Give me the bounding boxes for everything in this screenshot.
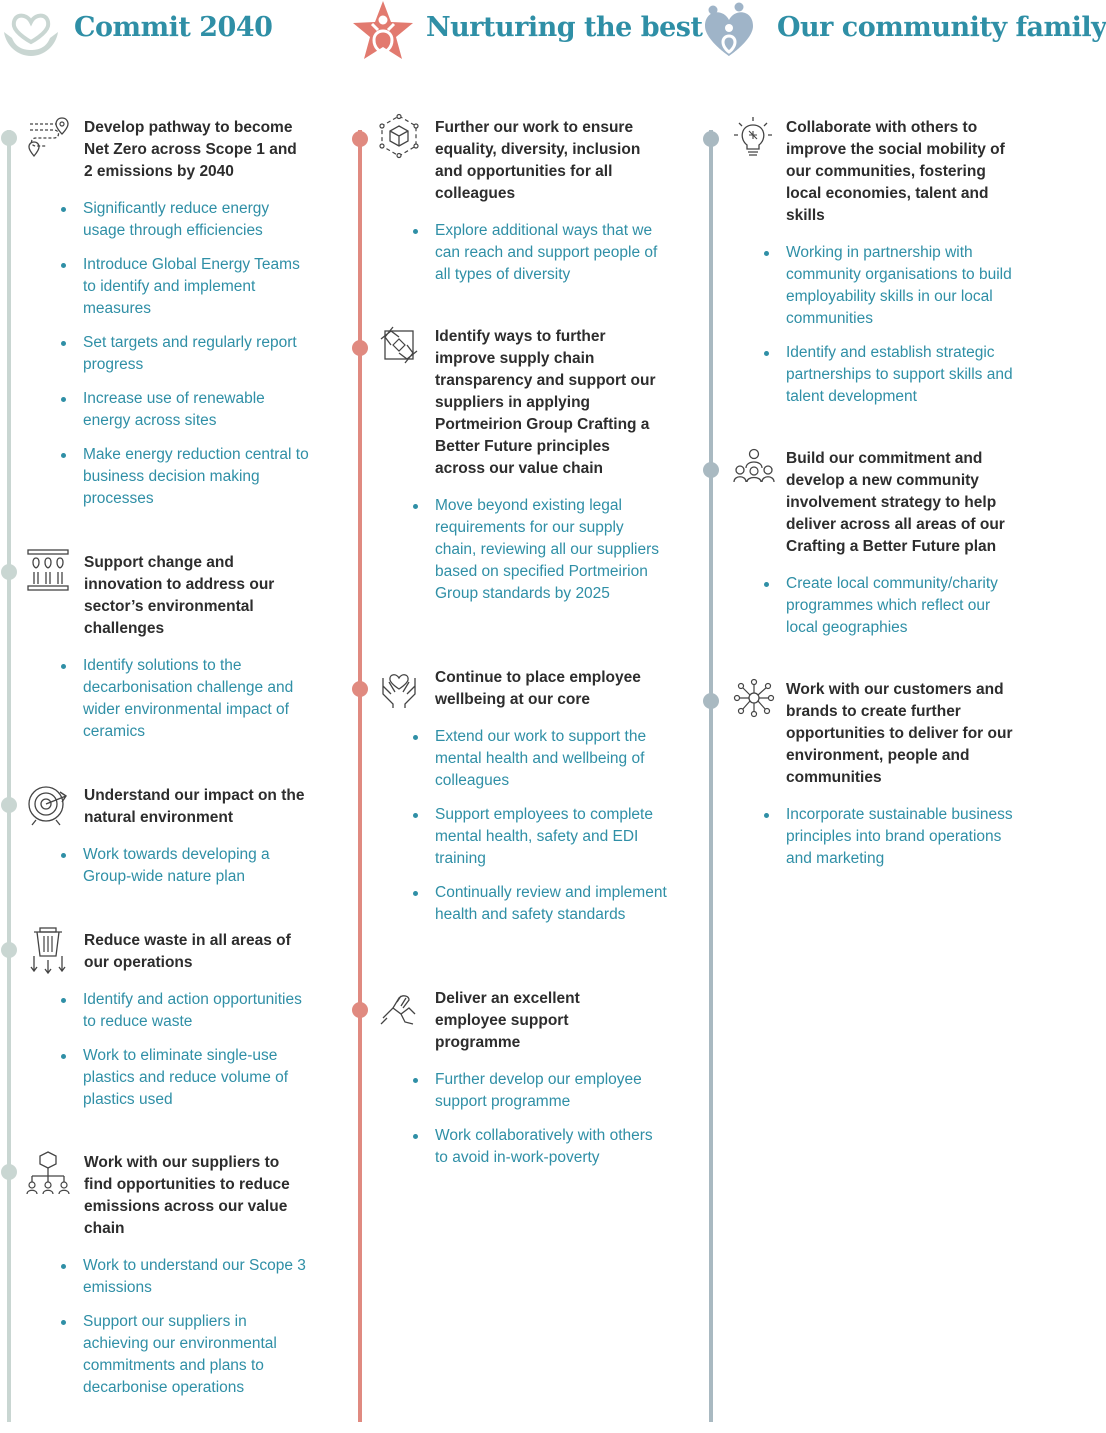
handshake-support-icon xyxy=(379,988,419,1028)
bullet-list xyxy=(786,242,1026,420)
bullet-list xyxy=(435,726,670,938)
family-heart-logo-icon xyxy=(703,0,759,62)
timeline-dot xyxy=(1,1164,17,1180)
commitment-heading: Deliver an excellent employee support programme xyxy=(435,990,580,1051)
caring-hands-heart-icon xyxy=(379,668,419,710)
bullet-list xyxy=(786,804,1026,882)
star-person-logo-icon xyxy=(352,0,414,64)
commitment-heading: Build our commitment and develop a new community involvement strategy to help deliver across all areas of our Crafting a Better Future plan xyxy=(786,450,1005,555)
timeline-dot xyxy=(703,462,719,478)
column-header xyxy=(0,0,360,64)
commitment-heading: Understand our impact on the natural environment xyxy=(84,787,305,826)
commitment-heading: Work with our suppliers to find opportunities to reduce emissions across our value chain xyxy=(84,1154,290,1237)
column-title: Our community family xyxy=(777,12,1106,43)
timeline-dot xyxy=(352,131,368,147)
target-arrow-icon xyxy=(26,782,70,826)
commitment-heading: Support change and innovation to address our sector’s environmental challenges xyxy=(84,554,275,637)
bullet-item: Significantly reduce energy usage through efficiencies xyxy=(83,198,315,242)
timeline-line xyxy=(709,130,713,1422)
column-title: Nurturing the best xyxy=(426,12,703,43)
community-group-icon xyxy=(733,446,775,486)
timeline-dot xyxy=(1,130,17,146)
bullet-item: Work to eliminate single-use plastics and reduce volume of plastics used xyxy=(83,1045,315,1111)
bullet-item: Explore additional ways that we can reach and support people of all types of diversity xyxy=(435,220,670,286)
hands-heart-logo-icon xyxy=(0,0,62,62)
timeline-dot xyxy=(1,797,17,813)
bullet-list xyxy=(83,1255,315,1411)
timeline-line xyxy=(358,130,362,1422)
bullet-list xyxy=(435,220,670,298)
bullet-item: Identify solutions to the decarbonisation challenge and wider environmental impact of ceramics xyxy=(83,655,315,743)
commitment-heading: Reduce waste in all areas of our operations xyxy=(84,932,291,971)
column-header xyxy=(352,0,712,64)
recycle-bin-icon xyxy=(28,926,68,974)
bullet-item: Extend our work to support the mental health and wellbeing of colleagues xyxy=(435,726,670,792)
bullet-item: Introduce Global Energy Teams to identify and implement measures xyxy=(83,254,315,320)
bullet-list xyxy=(83,989,315,1123)
bullet-item: Working in partnership with community organisations to build employability skills in our local communities xyxy=(786,242,1026,330)
bullet-item: Identify and establish strategic partnerships to support skills and talent development xyxy=(786,342,1026,408)
column-title: Commit 2040 xyxy=(74,12,273,43)
bullet-list xyxy=(83,844,315,900)
bullet-list xyxy=(435,1069,667,1181)
bullet-item: Move beyond existing legal requirements for our supply chain, reviewing all our suppliers based on specified Portmeirion Group standards by 2025 xyxy=(435,495,667,605)
bullet-list xyxy=(786,573,1026,651)
column-nurturing-the-best xyxy=(352,0,703,1433)
network-nodes-icon xyxy=(734,678,774,718)
cooperation-hands-icon xyxy=(379,325,419,365)
bullet-item: Make energy reduction central to business decision making processes xyxy=(83,444,315,510)
commitment-heading: Develop pathway to become Net Zero across Scope 1 and 2 emissions by 2040 xyxy=(84,119,297,180)
bullet-item: Support our suppliers in achieving our environmental commitments and plans to decarbonise operations xyxy=(83,1311,315,1399)
bullet-item: Work towards developing a Group-wide nature plan xyxy=(83,844,315,888)
commitment-heading: Collaborate with others to improve the social mobility of our communities, fostering local economies, talent and skills xyxy=(786,119,1005,224)
timeline-dot xyxy=(1,564,17,580)
bullet-item: Set targets and regularly report progress xyxy=(83,332,315,376)
bullet-item: Incorporate sustainable business principles into brand operations and marketing xyxy=(786,804,1026,870)
bullet-item: Continually review and implement health and safety standards xyxy=(435,882,670,926)
idea-lightbulb-icon xyxy=(733,115,773,157)
route-pin-icon xyxy=(26,116,70,160)
column-our-community-family xyxy=(703,0,1106,1433)
timeline-dot xyxy=(703,131,719,147)
timeline-dot xyxy=(352,1002,368,1018)
commitment-heading: Further our work to ensure equality, diversity, inclusion and opportunities for all colleagues xyxy=(435,119,641,202)
bullet-item: Increase use of renewable energy across sites xyxy=(83,388,315,432)
column-commit-2040 xyxy=(0,0,340,1433)
commitment-heading: Work with our customers and brands to create further opportunities to deliver for our environment, people and communities xyxy=(786,681,1013,786)
timeline-line xyxy=(7,130,11,1422)
timeline-dot xyxy=(703,693,719,709)
bullet-list xyxy=(83,198,315,522)
bullet-list xyxy=(435,495,667,617)
bullet-item: Work collaboratively with others to avoid in-work-poverty xyxy=(435,1125,667,1169)
bullet-item: Support employees to complete mental health, safety and EDI training xyxy=(435,804,670,870)
column-header xyxy=(703,0,1106,64)
bullet-item: Work to understand our Scope 3 emissions xyxy=(83,1255,315,1299)
inclusion-cube-icon xyxy=(377,114,421,158)
innovation-lightbulbs-icon xyxy=(26,548,70,592)
bullet-list xyxy=(83,655,315,755)
supply-network-icon xyxy=(26,1150,70,1196)
bullet-item: Identify and action opportunities to reduce waste xyxy=(83,989,315,1033)
bullet-item: Create local community/charity programmes which reflect our local geographies xyxy=(786,573,1026,639)
timeline-dot xyxy=(352,340,368,356)
commitment-heading: Continue to place employee wellbeing at our core xyxy=(435,669,641,708)
bullet-item: Further develop our employee support programme xyxy=(435,1069,667,1113)
timeline-dot xyxy=(1,942,17,958)
commitment-heading: Identify ways to further improve supply chain transparency and support our suppliers in applying Portmeirion Group Crafting a Better Future principles across our value chain xyxy=(435,328,656,477)
timeline-dot xyxy=(352,681,368,697)
